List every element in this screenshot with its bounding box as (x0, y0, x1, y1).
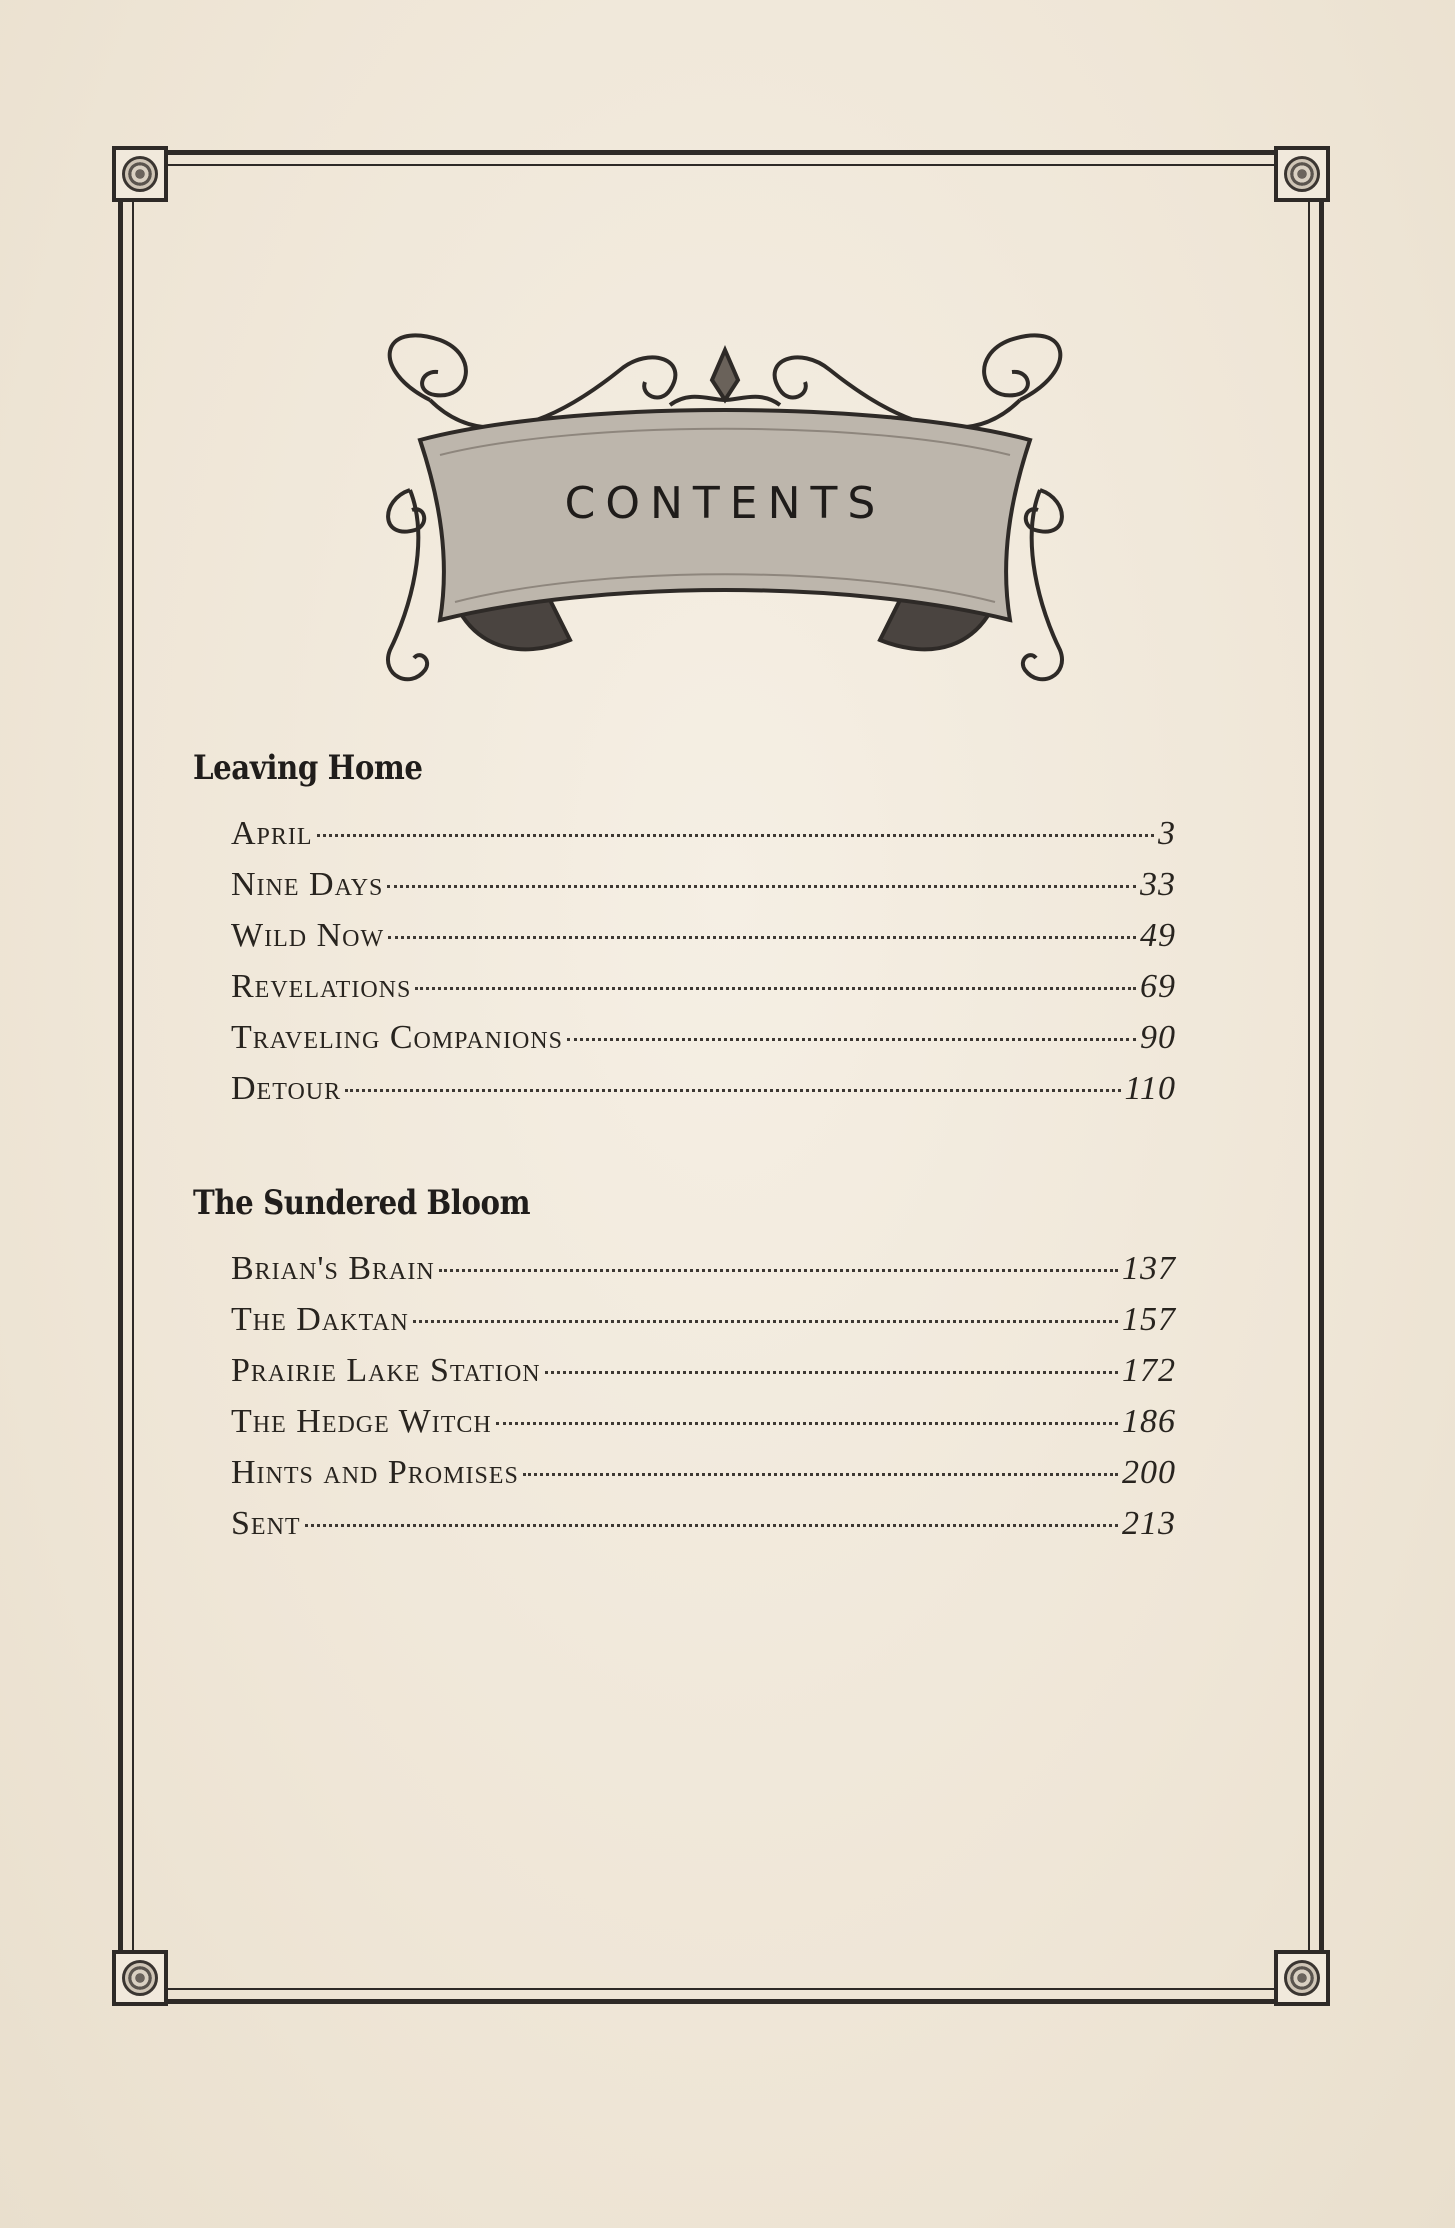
toc-entry[interactable] (231, 866, 1176, 917)
chapter-title: Nine Days (231, 866, 384, 903)
corner-ornament-bottom-left (112, 1950, 168, 2006)
dot-leader (523, 1473, 1118, 1476)
page-number: 157 (1122, 1301, 1176, 1338)
chapter-title: The Daktan (231, 1301, 409, 1338)
toc-entry[interactable] (231, 1403, 1176, 1454)
page-number: 69 (1140, 968, 1176, 1005)
toc-entry[interactable] (231, 1019, 1176, 1070)
dot-leader (496, 1422, 1118, 1425)
page-number: 33 (1140, 866, 1176, 903)
corner-ornament-bottom-right (1274, 1950, 1330, 2006)
corner-ornament-top-right (1274, 146, 1330, 202)
page-number: 186 (1122, 1403, 1176, 1440)
page-number: 213 (1122, 1505, 1176, 1542)
dot-leader (345, 1089, 1120, 1092)
dot-leader (567, 1038, 1136, 1041)
section-heading-sundered-bloom: The Sundered Bloom (193, 1183, 531, 1223)
page-number: 137 (1122, 1250, 1176, 1287)
contents-title: CONTENTS (564, 478, 886, 529)
section-heading-leaving-home: Leaving Home (193, 748, 423, 788)
toc-entry[interactable] (231, 1352, 1176, 1403)
chapter-title: Revelations (231, 968, 412, 1005)
toc-entry[interactable] (231, 968, 1176, 1019)
dot-leader (439, 1269, 1118, 1272)
page-number: 110 (1124, 1070, 1176, 1107)
chapter-title: April (231, 815, 313, 852)
dot-leader (305, 1524, 1118, 1527)
toc-entry[interactable] (231, 1301, 1176, 1352)
toc-entry[interactable] (231, 1505, 1176, 1556)
chapter-title: Traveling Companions (231, 1019, 563, 1056)
chapter-title: Brian's Brain (231, 1250, 435, 1287)
toc-list-sundered-bloom (231, 1250, 1176, 1556)
dot-leader (413, 1320, 1118, 1323)
dot-leader (387, 885, 1136, 888)
toc-entry[interactable] (231, 1070, 1176, 1121)
toc-entry[interactable] (231, 1250, 1176, 1301)
corner-ornament-top-left (112, 146, 168, 202)
toc-entry[interactable] (231, 815, 1176, 866)
chapter-title: Detour (231, 1070, 342, 1107)
chapter-title: Wild Now (231, 917, 385, 954)
dot-leader (317, 834, 1154, 837)
toc-entry[interactable] (231, 917, 1176, 968)
toc-list-leaving-home (231, 815, 1176, 1121)
page-number: 49 (1140, 917, 1176, 954)
page-number: 200 (1122, 1454, 1176, 1491)
page-number: 3 (1158, 815, 1176, 852)
toc-entry[interactable] (231, 1454, 1176, 1505)
chapter-title: Hints and Promises (231, 1454, 519, 1491)
dot-leader (545, 1371, 1118, 1374)
page-number: 172 (1122, 1352, 1176, 1389)
chapter-title: Sent (231, 1505, 301, 1542)
dot-leader (388, 936, 1136, 939)
contents-banner (370, 330, 1080, 700)
dot-leader (415, 987, 1136, 990)
chapter-title: Prairie Lake Station (231, 1352, 541, 1389)
chapter-title: The Hedge Witch (231, 1403, 492, 1440)
page-number: 90 (1140, 1019, 1176, 1056)
